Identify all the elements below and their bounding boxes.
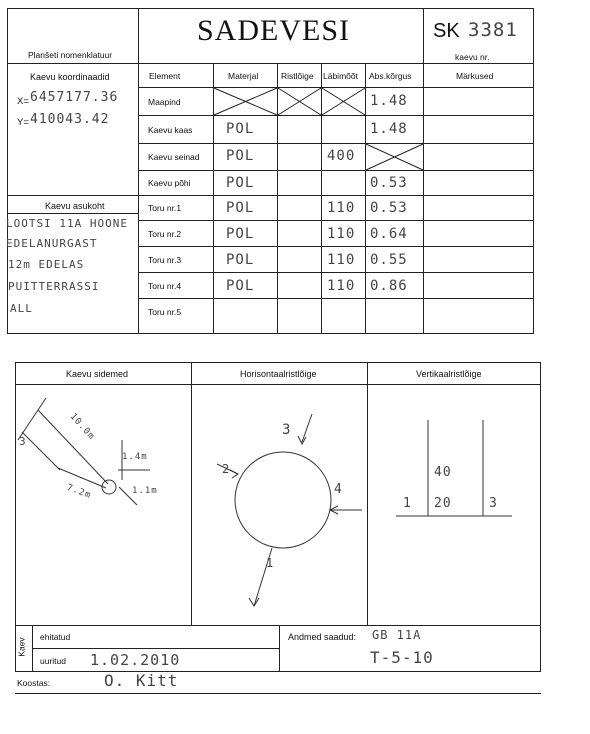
toru2-labimoot: 110 <box>327 226 356 242</box>
x-label: X= <box>17 96 29 107</box>
vert-1: 1 <box>403 496 412 511</box>
row-toru3-label: Toru nr.3 <box>148 255 182 265</box>
vert-20: 20 <box>434 496 452 511</box>
pohi-abs: 0.53 <box>370 175 408 191</box>
pipe-1-label: 1 <box>266 556 275 570</box>
f-bottom <box>15 671 541 672</box>
koostas-label: Koostas: <box>17 678 51 688</box>
toru4-labimoot: 110 <box>327 278 356 294</box>
vert-3: 3 <box>489 496 498 511</box>
toru3-materjal: POL <box>226 252 255 268</box>
kaas-abs: 1.48 <box>370 121 408 137</box>
toru3-abs: 0.55 <box>370 252 408 268</box>
row-pohi-label: Kaevu põhi <box>148 178 191 188</box>
vertikaal-label: Vertikaalristlõige <box>416 369 482 379</box>
location-line-1: LOOTSI 11A HOONE <box>6 217 128 230</box>
row-maapind-label: Maapind <box>148 97 181 107</box>
row-toru1-label: Toru nr.1 <box>148 203 182 213</box>
pipe-4-label: 4 <box>334 482 343 497</box>
sidemed-d4: 1.4m <box>122 452 148 462</box>
maapind-abs: 1.48 <box>370 93 408 109</box>
row-toru4-label: Toru nr.4 <box>148 281 182 291</box>
coords-label: Kaevu koordinaadid <box>30 72 110 82</box>
th-labimoot: Läbimõõt <box>323 71 358 81</box>
andmed-value-1: GB 11A <box>372 628 422 642</box>
th-abs: Abs.kõrgus <box>369 71 412 81</box>
andmed-label: Andmed saadud: <box>288 632 357 642</box>
toru1-abs: 0.53 <box>370 200 408 216</box>
sidemed-d1: 10.0m <box>67 411 97 443</box>
uuritud-value: 1.02.2010 <box>90 651 181 669</box>
vert-40: 40 <box>434 465 452 480</box>
pipe-3-label: 3 <box>282 422 292 438</box>
f-col-sep <box>279 625 280 671</box>
sk-number: 3381 <box>468 19 518 41</box>
seinad-materjal: POL <box>226 148 255 164</box>
uuritud-label: uuritud <box>40 656 66 666</box>
page-title: SADEVESI <box>197 14 351 47</box>
pipe-2-label: 2 <box>222 462 231 476</box>
sk-label: SK <box>433 20 460 42</box>
kaas-materjal: POL <box>226 121 255 137</box>
f-koostas-line <box>15 693 541 694</box>
sidemed-d3: 3 <box>19 435 27 448</box>
pohi-materjal: POL <box>226 175 255 191</box>
kaevu-nr-label: kaevu nr. <box>455 52 490 62</box>
asukoht-label: Kaevu asukoht <box>45 201 105 211</box>
toru1-materjal: POL <box>226 200 255 216</box>
x-value: 6457177.36 <box>30 90 119 105</box>
location-line-5: ALL <box>10 302 33 315</box>
andmed-value-2: T-5-10 <box>370 648 434 667</box>
toru4-abs: 0.86 <box>370 278 408 294</box>
y-value: 410043.42 <box>30 112 110 127</box>
koostas-value: O. Kitt <box>104 671 179 690</box>
th-element: Element <box>149 71 181 81</box>
toru3-labimoot: 110 <box>327 252 356 268</box>
location-line-3: 12m EDELAS <box>8 258 85 271</box>
th-markused: Märkused <box>456 71 494 81</box>
horisontaal-label: Horisontaalristlõige <box>240 369 317 379</box>
row-toru2-label: Toru nr.2 <box>148 229 182 239</box>
toru4-materjal: POL <box>226 278 255 294</box>
seinad-labimoot: 400 <box>327 148 356 164</box>
f-mid-row <box>32 648 279 649</box>
toru1-labimoot: 110 <box>327 200 356 216</box>
sidemed-label: Kaevu sidemed <box>66 369 129 379</box>
th-ristloige: Ristlõige <box>281 71 314 81</box>
row-seinad-label: Kaevu seinad <box>148 152 200 162</box>
location-line-2: EDELANURGAST <box>6 237 98 250</box>
sidemed-d2: 7.2m <box>65 482 93 502</box>
kaev-label: Kaev <box>16 637 27 657</box>
row-toru5-label: Toru nr.5 <box>148 307 182 317</box>
row-kaas-label: Kaevu kaas <box>148 125 193 135</box>
ehitatud-label: ehitatud <box>40 632 71 642</box>
toru2-abs: 0.64 <box>370 226 408 242</box>
location-line-4: PUITTERRASSI <box>8 280 100 293</box>
th-materjal: Materjal <box>228 71 259 81</box>
nomenklatuur-label: Planšeti nomenklatuur <box>28 50 113 60</box>
toru2-materjal: POL <box>226 226 255 242</box>
y-label: Y= <box>17 117 29 128</box>
sidemed-d5: 1.1m <box>132 486 158 496</box>
